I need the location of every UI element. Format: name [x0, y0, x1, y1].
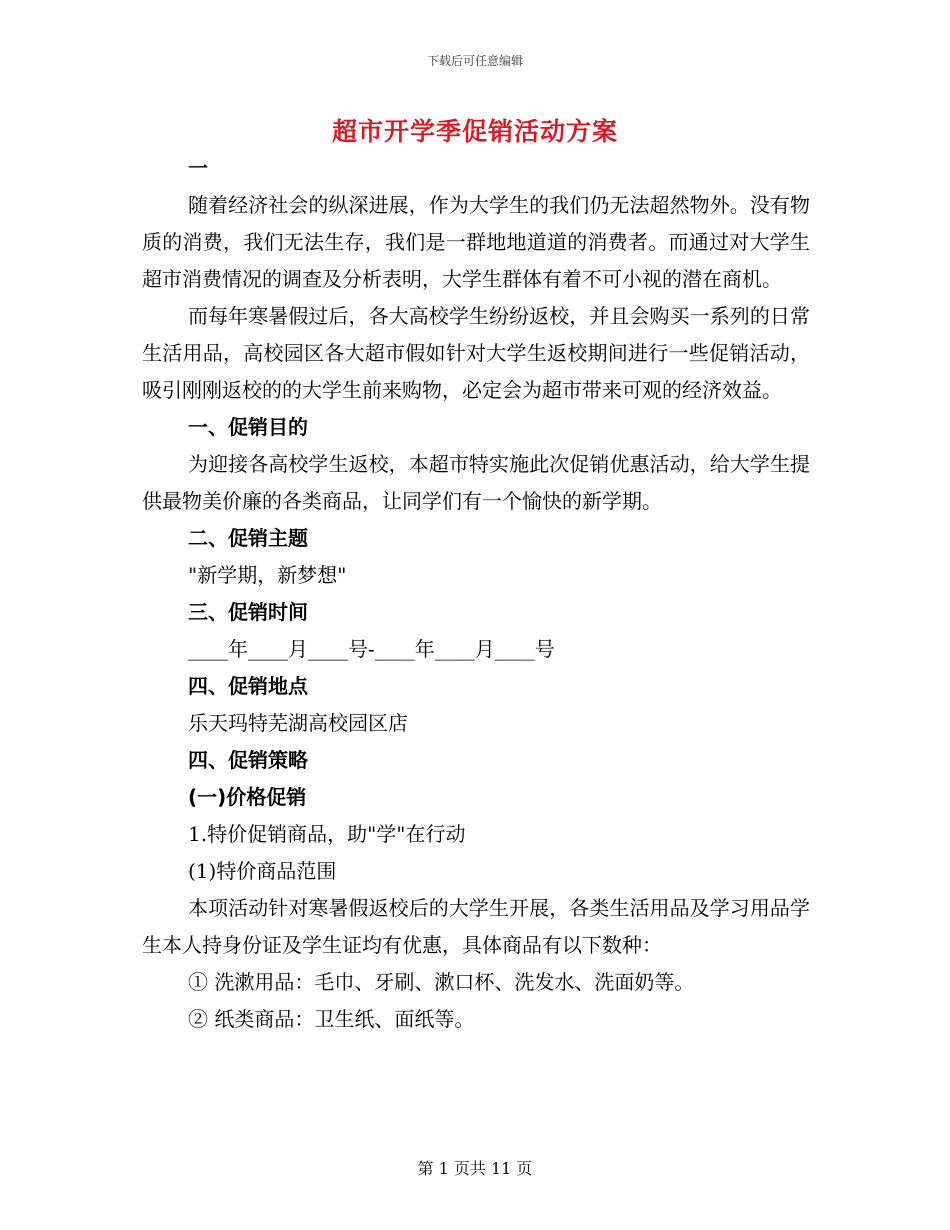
heading-strategy: 四、促销策略 — [188, 748, 308, 772]
purpose-paragraph: 为迎接各高校学生返校，本超市特实施此次促销优惠活动，给大学生提供最物美价廉的各类商品，让同学们有一个愉快的新学期。 — [142, 452, 810, 513]
page-footer: 第 1 页共 11 页 — [417, 1159, 533, 1178]
list-item-toiletries: ① 洗漱用品：毛巾、牙刷、漱口杯、洗发水、洗面奶等。 — [188, 970, 695, 994]
heading-purpose: 一、促销目的 — [188, 415, 308, 439]
time-text: ____年____月____号-____年____月____号 — [188, 637, 555, 661]
heading-theme: 二、促销主题 — [188, 526, 308, 550]
intro-paragraph-1: 随着经济社会的纵深进展，作为大学生的我们仍无法超然物外。没有物质的消费，我们无法生存，我们是一群地地道道的消费者。而通过对大学生超市消费情况的调查及分析表明，大学生群体有着不可小视的潜在商机。 — [142, 193, 810, 291]
list-item-paper-goods: ② 纸类商品：卫生纸、面纸等。 — [188, 1007, 475, 1031]
item-special-range: (1)特价商品范围 — [188, 859, 337, 883]
section-marker: 一 — [188, 156, 208, 180]
item-special-price: 1.特价促销商品，助"学"在行动 — [188, 822, 466, 846]
strategy-paragraph: 本项活动针对寒暑假返校后的大学生开展，各类生活用品及学习用品学生本人持身份证及学生证均有优惠，具体商品有以下数种： — [142, 896, 810, 957]
intro-paragraph-2: 而每年寒暑假过后，各大高校学生纷纷返校，并且会购买一系列的日常生活用品，高校园区各大超市假如针对大学生返校期间进行一些促销活动，吸引刚刚返校的的大学生前来购物，必定会为超市带来可观的经济效益。 — [142, 304, 810, 402]
heading-time: 三、促销时间 — [188, 600, 308, 624]
document-body — [142, 150, 810, 1038]
subheading-price-promotion: (一)价格促销 — [188, 785, 307, 809]
location-text: 乐天玛特芜湖高校园区店 — [188, 711, 408, 735]
header-note: 下载后可任意编辑 — [426, 54, 523, 68]
page-title: 超市开学季促销活动方案 — [331, 117, 618, 146]
theme-text: "新学期，新梦想" — [188, 563, 347, 587]
heading-location: 四、促销地点 — [188, 674, 308, 698]
